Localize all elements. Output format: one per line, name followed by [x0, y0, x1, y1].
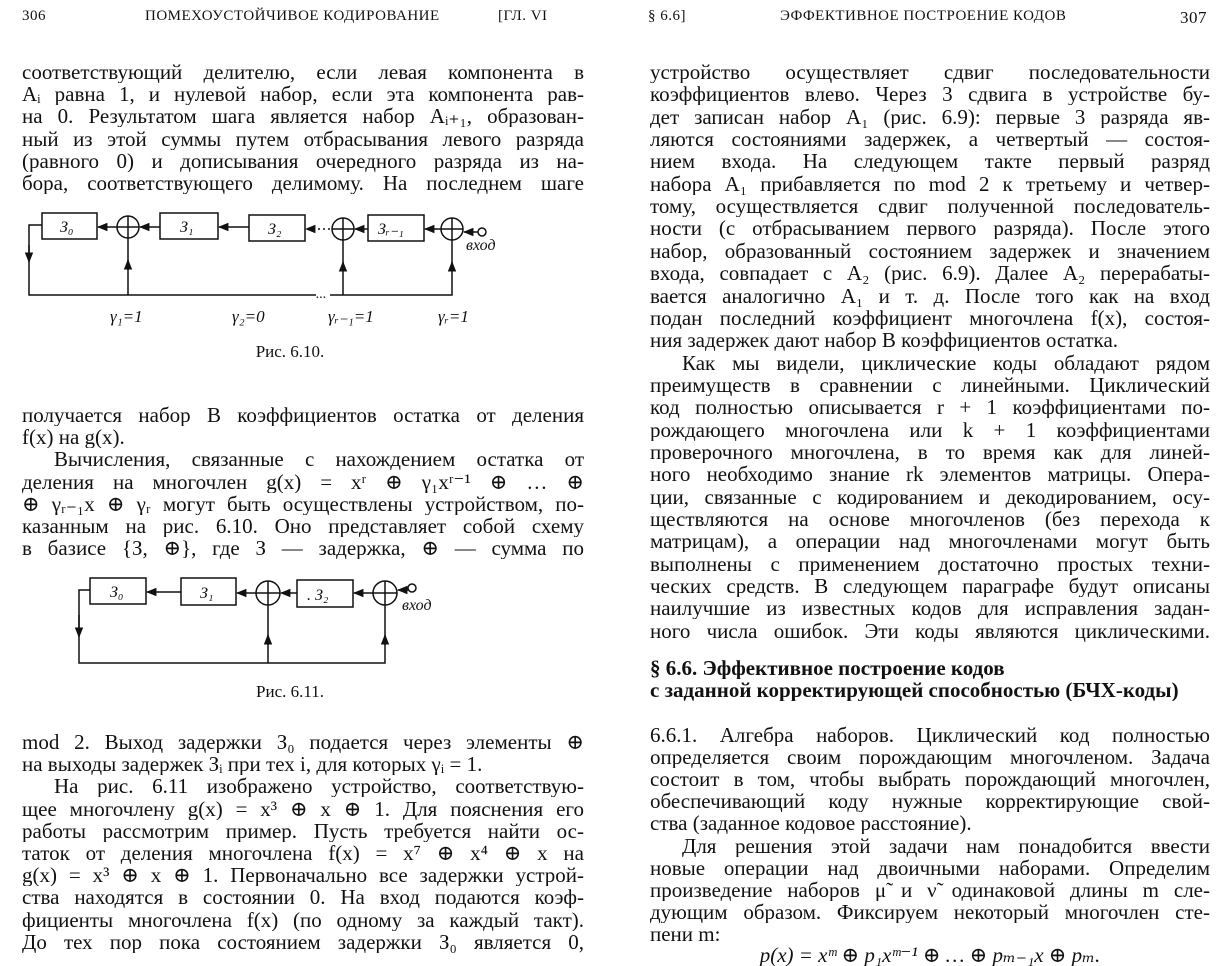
text-line: набор, образованный состоянием задержек и значением [650, 239, 1210, 262]
text-line: выполнены с применением достаточно простых техни- [650, 552, 1210, 575]
text-line: ⊕ γᵣ₋₁x ⊕ γᵣ могут быть осуществлены устройством, по- [22, 492, 584, 515]
text-line: состоит в том, чтобы выбрать порождающий многочлен, [650, 768, 1210, 791]
section-ref: § 6.6] [648, 8, 686, 24]
text-line: mod 2. Выход задержки З₀ подается через элементы ⊕ [22, 731, 584, 753]
text-line: новые операции над двоичными наборами. Определим [650, 856, 1210, 879]
text-line: произведение наборов μ̃ и ν̃ одинаковой длины m сле- [650, 878, 1210, 901]
text-line: получается набор B коэффициентов остатка от деления [22, 404, 584, 426]
text-line: преимуществ в сравнении с линейными. Циклический [650, 373, 1210, 396]
box-label: З₀ [60, 219, 74, 236]
text-line: тому, осуществляется сдвиг полученной последователь- [650, 195, 1210, 218]
gamma-label: γᵣ₋₁=1 [328, 307, 374, 326]
xor-icon [373, 581, 397, 605]
dots: ... [316, 287, 327, 302]
figure-6-10-diagram [0, 200, 600, 340]
gamma-label: γᵣ=1 [438, 307, 469, 326]
text-line: ный из этой суммы путем отбрасывания левого разряда [22, 127, 584, 150]
text-line: нием входа. На следующем такте первый разряд [650, 150, 1210, 173]
text-line: входа, совпадает с A₂ (рис. 6.9). Далее A₂ перерабаты- [650, 262, 1210, 285]
input-terminal [478, 228, 486, 236]
text-line: таток от деления многочлена f(x) = x⁷ ⊕ x⁴ ⊕ x на [22, 842, 584, 864]
running-title: ЭФФЕКТИВНОЕ ПОСТРОЕНИЕ КОДОВ [780, 8, 1067, 24]
text-line: дующим образом. Фиксируем некоторый многочлен сте- [650, 900, 1210, 923]
text-line: ного необходимо знание rk элементов матрицы. Опера- [650, 463, 1210, 486]
xor-icon [256, 581, 280, 605]
text-line: ществляются на основе многочленов (без перехода к [650, 508, 1210, 530]
gamma-label: γ₂=0 [232, 307, 265, 326]
text-line: казанным на рис. 6.10. Оно представляет собой схему [22, 515, 584, 537]
text-line: матрицам), а операции над многочленами могут быть [650, 530, 1210, 553]
page-number: 306 [22, 8, 46, 24]
text-line: работы рассмотрим пример. Пусть требуется найти ос- [22, 819, 584, 842]
text-line: устройство осуществляет сдвиг последовательности [650, 61, 1210, 83]
text-line: бора, соответствующего делимому. На последнем шаге [22, 172, 584, 194]
section-heading: § 6.6. Эффективное построение кодов [650, 657, 1005, 679]
text-line: f(x) на g(x). [22, 426, 125, 449]
text-line: На рис. 6.11 изображено устройство, соответствую- [54, 775, 584, 798]
box-label: Зᵣ₋₁ [378, 221, 404, 238]
text-line: определяется своим порождающим многочленом. Задача [650, 746, 1210, 769]
text-line: в базисе {З, ⊕}, где З — задержка, ⊕ — сумма по [22, 537, 584, 560]
text-line: Вычисления, связанные с нахождением остатка от [54, 448, 584, 471]
text-line: ческих средств. В следующем параграфе будут описаны [650, 575, 1210, 598]
input-terminal [408, 584, 416, 592]
text-line: 6.6.1. Алгебра наборов. Циклический код полностью [650, 724, 1210, 746]
text-line: g(x) = x³ ⊕ x ⊕ 1. Первоначально все задержки устрой- [22, 864, 584, 887]
text-line: Как мы видели, циклические коды обладают рядом [682, 351, 1210, 374]
figure-caption: Рис. 6.10. [255, 342, 325, 361]
text-line: рождающего многочлена или k + 1 коэффициентами [650, 418, 1210, 441]
text-line: код полностью описывается r + 1 коэффициентами по- [650, 396, 1210, 419]
input-label: вход [466, 237, 496, 254]
text-line: ности (с отбрасыванием первого разряда). После этого [650, 217, 1210, 240]
text-line: ния задержек дают набор B коэффициентов остатка. [650, 329, 1119, 352]
text-line: вается аналогично A₁ и т. д. После того как на вход [650, 284, 1210, 307]
text-line: проверочного многочлена, в то время как для линей- [650, 440, 1210, 463]
text-line: щее многочлену g(x) = x³ ⊕ x ⊕ 1. Для пояснения его [22, 797, 584, 820]
input-label: вход [402, 597, 432, 614]
chapter-ref: [ГЛ. VI [498, 8, 548, 24]
text-line: наилучшие из известных кодов для исправления задан- [650, 597, 1210, 620]
text-line: набора A₁ прибавляется по mod 2 к третьему и четвер- [650, 172, 1210, 195]
section-heading: с заданной корректирующей способностью (БЧХ-коды) [650, 679, 1179, 701]
gamma-label: γ₁=1 [110, 307, 143, 326]
text-line: соответствующий делителю, если левая компонента в [22, 61, 584, 83]
xor-icon [441, 218, 463, 240]
figure-6-11-diagram [0, 570, 600, 670]
text-line: подан последний коэффициент многочлена f(x), состоя- [650, 306, 1210, 329]
text-line: деления на многочлен g(x) = xʳ ⊕ γ₁xʳ⁻¹ ⊕ … ⊕ [22, 470, 584, 493]
box-label: З₀ [110, 584, 124, 601]
xor-icon [332, 218, 354, 240]
text-line: ства (заданное кодовое расстояние). [650, 812, 972, 835]
text-line: До тех пор пока состоянием задержки З₀ является 0, [22, 930, 584, 953]
text-line: пени m: [650, 922, 721, 945]
box-label: З₁ [200, 585, 214, 602]
running-title: ПОМЕХОУСТОЙЧИВОЕ КОДИРОВАНИЕ [145, 8, 440, 24]
text-line: дет записан набор A₁ (рис. 6.9): первые 3 разряда яв- [650, 105, 1210, 128]
box-label: З₂ [268, 221, 282, 238]
text-line: фициенты многочлена f(x) (по одному за каждый такт). [22, 908, 584, 931]
text-line: на 0. Результатом шага является набор Aᵢ₊₁, образован- [22, 105, 584, 128]
text-line: коэффициентов влево. Через 3 сдвига в устройстве бу- [650, 83, 1210, 106]
text-line: ного числа ошибок. Эти коды являются циклическими. [650, 619, 1210, 642]
box-label: З₁ [180, 219, 194, 236]
figure-caption: Рис. 6.11. [256, 682, 324, 701]
text-line: на выходы задержек Зᵢ при тех i, для которых γᵢ = 1. [22, 753, 483, 776]
text-line: ства находятся в состоянии 0. На вход подаются коэф- [22, 886, 584, 909]
text-line: ляются состояниями задержек, а четвертый — состоя- [650, 128, 1210, 151]
xor-icon [117, 216, 139, 238]
box-label: . З₂ [307, 587, 329, 604]
text-line: Для решения этой задачи нам понадобится ввести [682, 834, 1210, 857]
text-line: ции, связанные с кодированием и декодированием, осу- [650, 485, 1210, 508]
text-line: (равного 0) и дописывания очередного разряда из на- [22, 149, 584, 172]
text-line: обеспечивающий коду нужные корректирующие свой- [650, 790, 1210, 813]
text-line: Aᵢ равна 1, и нулевой набор, если эта компонента рав- [22, 83, 584, 106]
page-number: 307 [1180, 8, 1207, 27]
right-page [612, 0, 1224, 966]
formula: p(x) = xᵐ ⊕ p₁xᵐ⁻¹ ⊕ … ⊕ pₘ₋₁x ⊕ pₘ. [759, 944, 1101, 966]
